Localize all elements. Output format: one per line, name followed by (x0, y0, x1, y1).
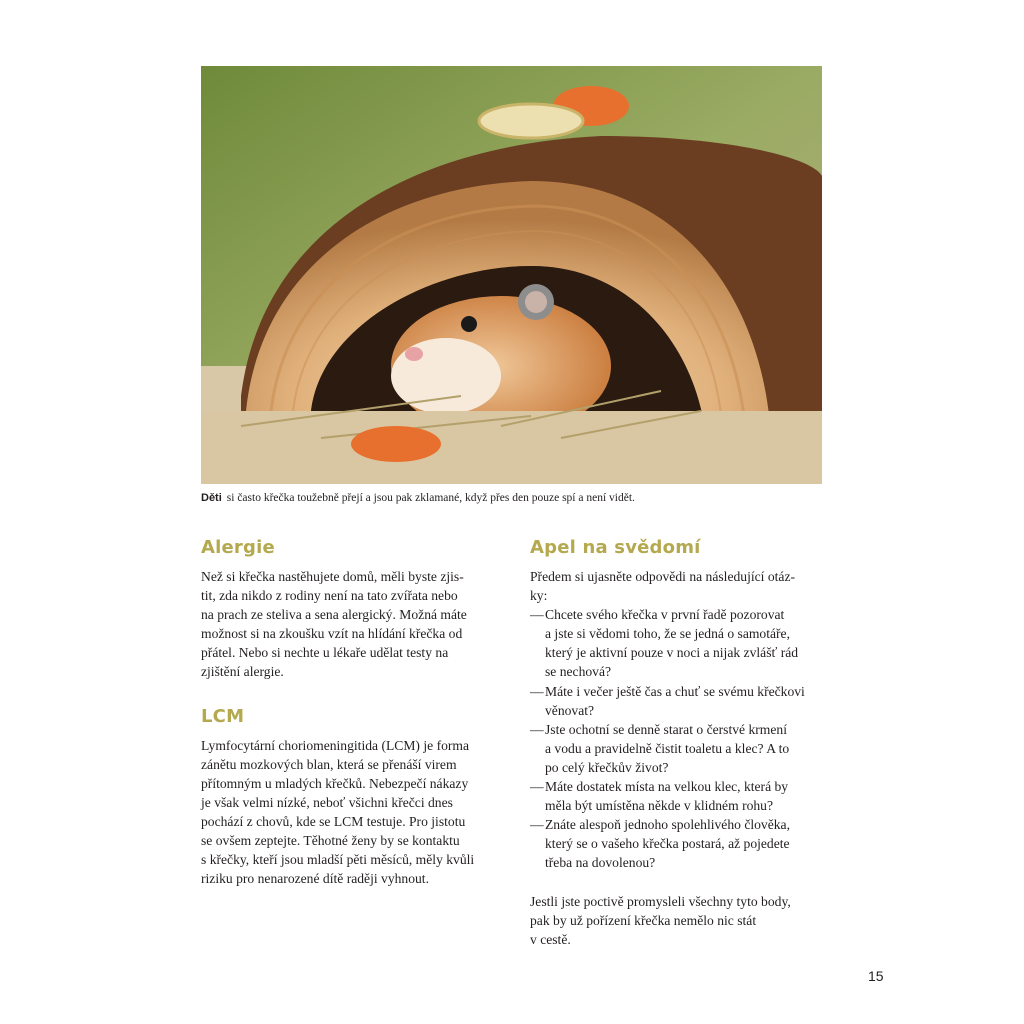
lcm-line: pochází z chovů, kde se LCM testuje. Pro jistotu (201, 813, 466, 829)
question-line: Znáte alespoň jednoho spolehlivého člověka, (545, 817, 790, 833)
dash-marker: — (530, 817, 544, 833)
alergie-line: Než si křečka nastěhujete domů, měli byste zjis- (201, 569, 464, 584)
question-item (530, 815, 830, 872)
closing-line: v cestě. (530, 931, 571, 947)
lcm-line: se ovšem zeptejte. Těhotné ženy by se kontaktu (201, 833, 460, 849)
dash-marker: — (530, 607, 544, 623)
lcm-line: zánětu mozkových blan, která se přenáší virem (201, 756, 457, 772)
caption-text: si často křečka toužebně přejí a jsou pak zklamané, když přes den pouze spí a není vidět. (226, 492, 635, 504)
question-line: Jste ochotní se denně starat o čerstvé krmení (545, 721, 787, 737)
left-column (201, 535, 501, 888)
heading-apel: Apel na svědomí (530, 537, 701, 558)
question-line: po celý křečkův život? (545, 759, 669, 775)
question-list (530, 605, 830, 872)
hamster-photo (201, 66, 822, 484)
question-line: se nechová? (545, 664, 612, 680)
heading-lcm: LCM (201, 705, 245, 727)
photo-caption (201, 491, 841, 506)
question-line: Chcete svého křečka v první řadě pozorovat (545, 607, 785, 623)
caption-lead: Děti (201, 492, 222, 504)
question-line: Máte dostatek místa na velkou klec, která by (545, 779, 789, 795)
alergie-line: přátel. Nebo si nechte u lékaře udělat testy na (201, 645, 449, 661)
question-line: a vodu a pravidelně čistit toaletu a klec? A to (545, 740, 790, 756)
apel-closing (530, 892, 830, 949)
question-item (530, 682, 830, 720)
closing-line: pak by už pořízení křečka nemělo nic stát (530, 912, 757, 928)
apel-intro (530, 567, 830, 605)
question-line: věnovat? (545, 702, 595, 718)
dash-marker: — (530, 779, 544, 795)
question-line: který se o vašeho křečka postará, až pojedete (545, 836, 790, 852)
heading-alergie: Alergie (201, 537, 275, 558)
question-item (530, 605, 830, 681)
question-item (530, 720, 830, 777)
alergie-line: na prach ze steliva a sena alergický. Možná máte (201, 607, 467, 623)
question-line: třeba na dovolenou? (545, 855, 656, 871)
alergie-line: zjištění alergie. (201, 664, 284, 680)
lcm-paragraph (201, 736, 501, 889)
dash-marker: — (530, 721, 544, 737)
question-item (530, 777, 830, 815)
hamster-in-log-illustration (201, 66, 822, 484)
question-line: měla být umístěna někde v klidném rohu? (545, 798, 774, 814)
question-line: a jste si vědomi toho, že se jedná o samotáře, (545, 626, 790, 642)
alergie-line: tit, zda nikdo z rodiny není na tato zvířata nebo (201, 588, 458, 604)
right-column (530, 535, 830, 949)
dash-marker: — (530, 683, 544, 699)
apel-intro-line: Předem si ujasněte odpovědi na následující otáz- (530, 569, 795, 584)
lcm-line: přítomným u mladých křečků. Nebezpečí nákazy (201, 775, 469, 791)
lcm-line: riziku pro nenarozené dítě raději vyhnout. (201, 871, 429, 887)
lcm-line: je však velmi nízké, neboť všichni křečci dnes (201, 794, 453, 810)
lcm-line: Lymfocytární choriomeningitida (LCM) je forma (201, 737, 470, 753)
page-number: 15 (868, 968, 884, 984)
closing-line: Jestli jste poctivě promysleli všechny tyto body, (530, 893, 791, 909)
alergie-line: možnost si na zkoušku vzít na hlídání křečka od (201, 626, 463, 642)
lcm-line: s křečky, kteří jsou mladší pěti měsíců, měly kvůli (201, 852, 475, 868)
alergie-paragraph (201, 567, 501, 682)
question-line: který je aktivní pouze v noci a nijak zvlášť rád (545, 645, 799, 661)
question-line: Máte i večer ještě čas a chuť se svému křečkovi (545, 683, 805, 699)
apel-intro-line: ky: (530, 588, 548, 604)
